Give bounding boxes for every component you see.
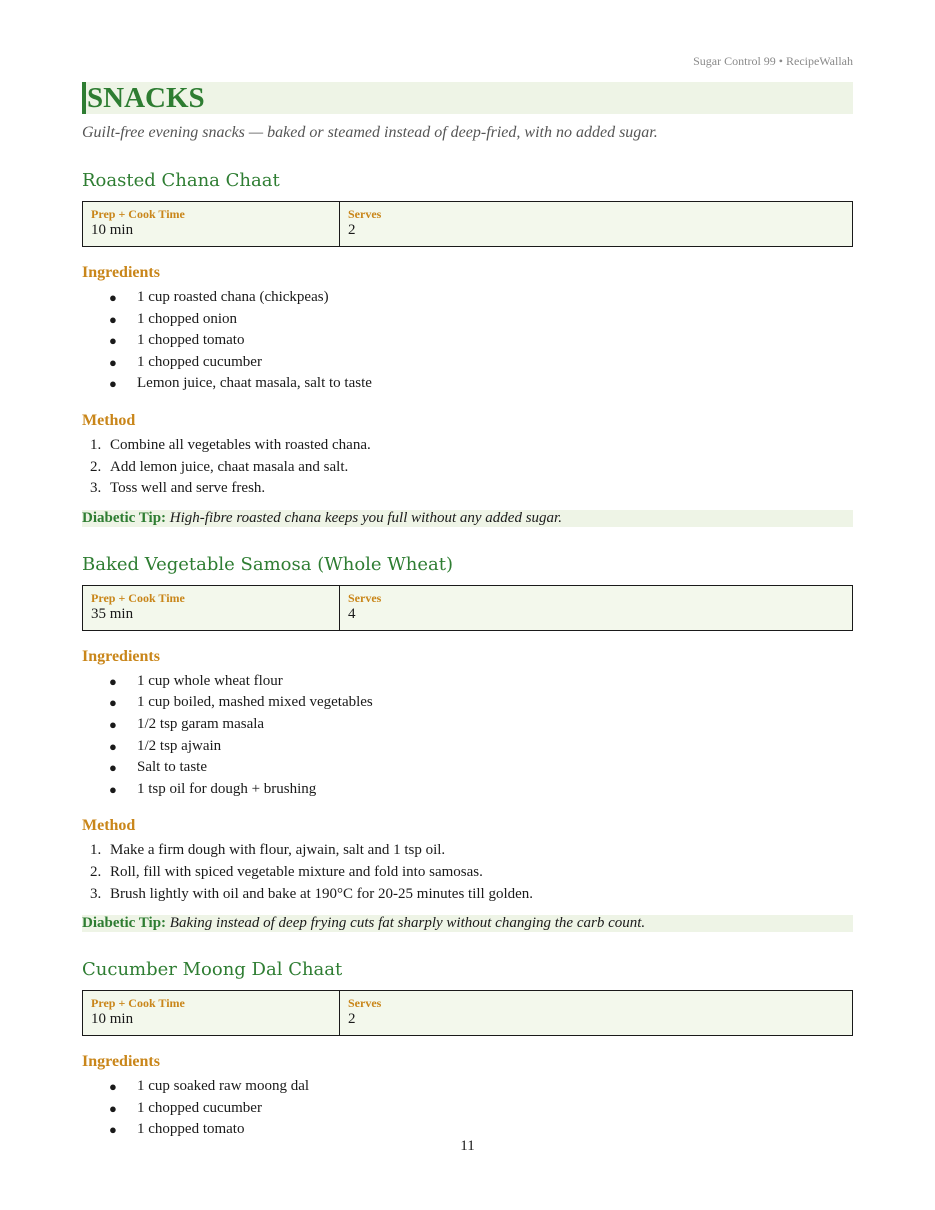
ingredient-text: 1 chopped onion [137,310,237,327]
ingredient-text: 1 chopped cucumber [137,353,262,370]
ingredient-text: 1 chopped tomato [137,1121,245,1138]
page-content [82,82,853,1141]
bullet-icon: ● [109,1100,117,1116]
method-step [82,457,853,479]
ingredient-text: 1 tsp oil for dough + brushing [137,780,317,797]
bullet-icon: ● [109,1079,117,1095]
ingredient-item [82,309,853,331]
ingredient-item [82,330,853,352]
ingredients-heading: Ingredients [82,264,160,281]
method-list [82,840,853,905]
method-step [82,478,853,500]
serves-label: Serves [348,207,382,221]
diabetic-tip [82,510,853,527]
ingredient-item [82,1076,853,1098]
recipe-title: Baked Vegetable Samosa (Whole Wheat) [82,553,454,575]
prep-time-value: 10 min [91,222,134,238]
bullet-icon: ● [109,376,117,392]
ingredients-heading: Ingredients [82,1053,160,1071]
bullet-icon: ● [109,673,117,689]
bullet-icon: ● [109,716,117,732]
bullet-icon: ● [109,1122,117,1138]
ingredient-item [82,736,853,758]
bullet-icon: ● [109,333,117,349]
method-heading: Method [82,817,136,835]
prep-time-label: Prep + Cook Time [91,996,185,1011]
method-step [82,884,853,906]
bullet-icon: ● [109,760,117,776]
bullet-icon: ● [109,311,117,327]
step-number: 2. [90,458,102,475]
bullet-icon: ● [109,695,117,711]
recipe-info-box [82,201,853,247]
ingredient-text: 1/2 tsp ajwain [137,737,222,754]
serves-cell [340,202,852,246]
method-step [82,435,853,457]
ingredient-item [82,692,853,714]
ingredients-heading: Ingredients [82,647,160,665]
method-step [82,840,853,862]
recipe [82,958,853,1141]
running-header: Sugar Control 99 • RecipeWallah [693,54,853,68]
bullet-icon: ● [109,781,117,797]
prep-time-cell [83,202,340,246]
ingredient-text: Lemon juice, chaat masala, salt to taste [137,375,372,392]
prep-time-value: 35 min [91,605,134,622]
ingredient-text: 1 chopped tomato [137,332,245,349]
step-number: 2. [90,863,102,880]
prep-time-label: Prep + Cook Time [91,207,185,221]
serves-label: Serves [348,590,382,605]
ingredient-item [82,671,853,693]
bullet-icon: ● [109,290,117,305]
ingredient-list [82,287,853,395]
ingredient-text: 1/2 tsp garam masala [137,715,265,732]
ingredient-text: 1 cup boiled, mashed mixed vegetables [137,694,373,711]
ingredient-text: 1 cup soaked raw moong dal [137,1078,310,1095]
prep-time-cell [83,991,340,1035]
serves-value: 2 [348,222,356,238]
prep-time-value: 10 min [91,1011,134,1028]
ingredient-item [82,373,853,395]
bullet-icon: ● [109,738,117,754]
step-number: 3. [90,480,102,497]
recipe-title: Cucumber Moong Dal Chaat [82,959,343,981]
step-number: 3. [90,885,102,902]
recipe [82,169,853,527]
ingredient-text: 1 cup roasted chana (chickpeas) [137,289,329,305]
tip-text: High-fibre roasted chana keeps you full without any added sugar. [169,509,562,526]
serves-cell [340,586,852,630]
step-text: Roll, fill with spiced vegetable mixture and fold into samosas. [110,863,483,880]
tip-label: Diabetic Tip: [82,915,167,932]
diabetic-tip [82,915,853,932]
ingredient-item [82,757,853,779]
ingredient-list [82,1076,853,1141]
method-heading: Method [82,411,136,429]
serves-cell [340,991,852,1035]
recipe [82,553,853,932]
chapter-title: SNACKS [82,82,853,114]
step-number: 1. [90,842,102,859]
step-text: Add lemon juice, chaat masala and salt. [110,458,349,475]
page-number: 11 [460,1138,475,1154]
serves-value: 4 [348,605,356,622]
step-number: 1. [90,436,102,453]
tip-label: Diabetic Tip: [82,509,167,526]
prep-time-cell [83,586,340,630]
ingredient-item [82,714,853,736]
serves-value: 2 [348,1011,356,1028]
recipe-title: Roasted Chana Chaat [82,170,280,191]
tip-text: Baking instead of deep frying cuts fat sharply without changing the carb count. [169,915,646,932]
ingredient-text: Salt to taste [137,759,207,776]
step-text: Make a firm dough with flour, ajwain, salt and 1 tsp oil. [110,842,446,859]
step-text: Toss well and serve fresh. [110,480,266,497]
ingredient-text: 1 cup whole wheat flour [137,672,283,689]
recipe-info-box [82,585,853,631]
recipe-info-box [82,990,853,1036]
ingredient-item [82,287,853,309]
method-list [82,435,853,500]
bullet-icon: ● [109,354,117,370]
chapter-intro: Guilt-free evening snacks — baked or steamed instead of deep-fried, with no added sugar. [82,124,658,141]
method-step [82,862,853,884]
step-text: Brush lightly with oil and bake at 190°C for 20-25 minutes till golden. [110,885,534,902]
ingredient-list [82,671,853,801]
step-text: Combine all vegetables with roasted chana. [110,436,371,453]
serves-label: Serves [348,996,382,1011]
prep-time-label: Prep + Cook Time [91,590,185,605]
ingredient-item [82,1098,853,1120]
ingredient-item [82,352,853,374]
ingredient-text: 1 chopped cucumber [137,1099,262,1116]
ingredient-item [82,779,853,801]
